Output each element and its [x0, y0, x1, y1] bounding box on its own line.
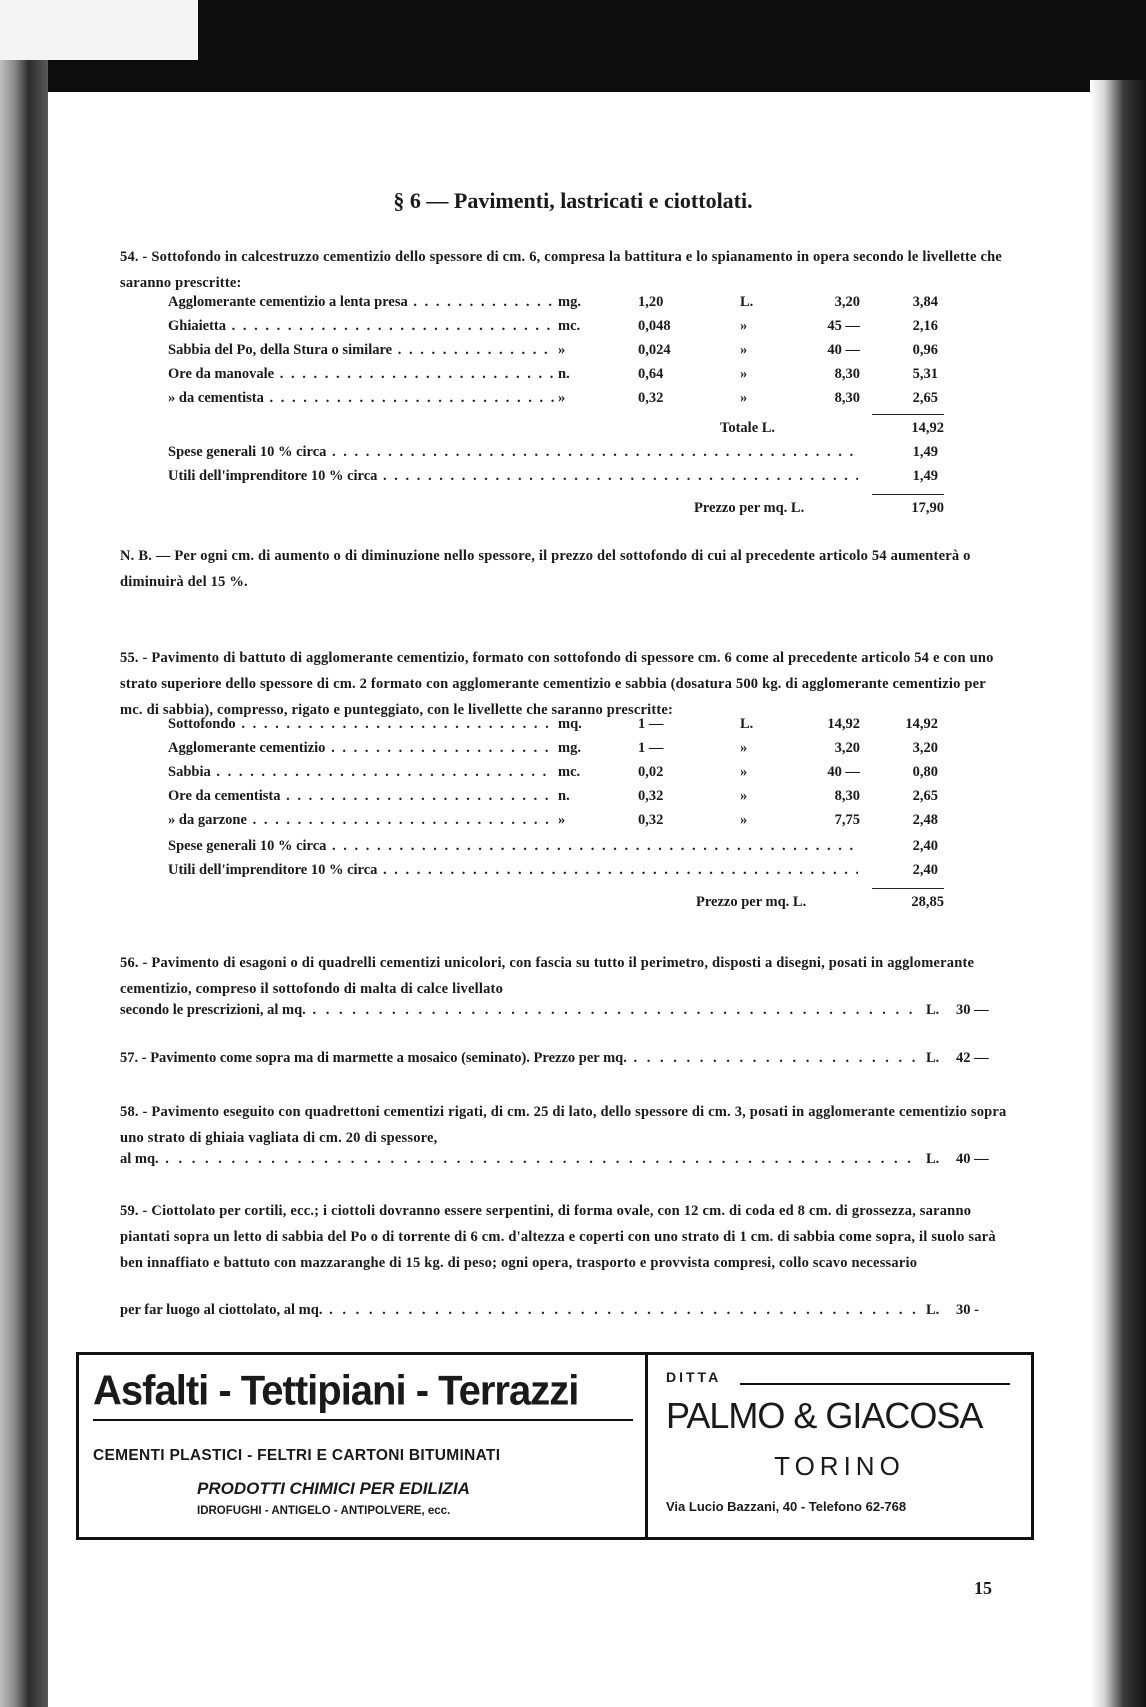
- ad-right-panel: [648, 1355, 1031, 1537]
- row-desc: Ore da manovale . . .: [168, 366, 554, 383]
- row-currency: »: [740, 788, 748, 804]
- row-qty: 0,02: [638, 764, 664, 780]
- row-qty: 0,048: [638, 318, 671, 334]
- row-qty: 0,64: [638, 366, 664, 382]
- art54-spese: [168, 444, 1010, 468]
- row-price: 8,30: [834, 390, 860, 406]
- row-total: 3,20: [912, 740, 938, 756]
- row-total: 2,65: [912, 788, 938, 804]
- row-qty: 1,20: [638, 294, 664, 310]
- row-unit: mc.: [558, 764, 581, 780]
- ad-left-panel: [79, 1355, 648, 1537]
- row-unit: n.: [558, 788, 570, 804]
- art55-prezzo: [696, 894, 944, 918]
- art59-price-line: [120, 1302, 1010, 1328]
- row-currency: »: [740, 318, 748, 334]
- row-unit: »: [558, 390, 566, 406]
- row-desc: Sabbia . . .: [168, 764, 554, 781]
- row-currency: »: [740, 366, 748, 382]
- utili-value: 1,49: [912, 468, 938, 484]
- art58-last-line: al mq. . . .: [120, 1151, 920, 1168]
- prezzo-value: 28,85: [911, 894, 944, 910]
- row-price: 45 —: [827, 318, 860, 334]
- row-total: 14,92: [905, 716, 938, 732]
- subtotal-rule: [872, 414, 944, 415]
- prezzo-value: 17,90: [911, 500, 944, 516]
- row-qty: 1 —: [638, 740, 664, 756]
- spese-label: Spese generali 10 % circa . . .: [168, 444, 858, 461]
- art54-text: 54. - Sottofondo in calcestruzzo cementizio dello spessore di cm. 6, compresa la battitura e lo spianamento in opera secondo le livellette che saranno prescritte:: [120, 249, 1003, 291]
- row-unit: mq.: [558, 716, 582, 732]
- art54-row: [168, 294, 1010, 318]
- row-price: 8,30: [834, 366, 860, 382]
- spese-label: Spese generali 10 % circa . . .: [168, 838, 858, 855]
- advertisement: [76, 1352, 1034, 1540]
- row-currency: »: [740, 390, 748, 406]
- row-desc: » da garzone . . .: [168, 812, 554, 829]
- row-currency: »: [740, 342, 748, 358]
- art57-amount: 42 —: [956, 1050, 989, 1066]
- row-price: 3,20: [834, 740, 860, 756]
- art58-text: 58. - Pavimento eseguito con quadrettoni cementizi rigati, di cm. 25 di lato, dello spessore di cm. 3, posati in agglomerante cementizio sopra uno strato di ghiaia vagliata di cm. 20 di spessore,: [120, 1104, 1007, 1146]
- row-unit: »: [558, 812, 566, 828]
- row-desc: Agglomerante cementizio a lenta presa . . .: [168, 294, 554, 311]
- row-total: 5,31: [912, 366, 938, 382]
- totale-label: Totale L.: [720, 420, 776, 436]
- row-desc: Ore da cementista . . .: [168, 788, 554, 805]
- row-unit: mg.: [558, 740, 581, 756]
- art59-text: 59. - Ciottolato per cortili, ecc.; i ciottoli dovranno essere serpentini, di forma ovale, con 12 cm. di coda ed 8 cm. di grossezza, saranno piantati sopra un letto di sabbia del Po o di torrente di 6 cm. d'altezza e coperti con uno strato di 1 cm. di sabbia come sopra, il suolo sarà ben innaffiato e battuto con mazzaranghe di 15 kg. di peso; ogni opera, trasporto e provvista compresi, collo scavo necessario: [120, 1203, 996, 1271]
- row-total: 2,16: [912, 318, 938, 334]
- art54-totale: [720, 420, 944, 444]
- row-currency: »: [740, 812, 748, 828]
- spese-value: 2,40: [912, 838, 938, 854]
- art57-currency: L.: [926, 1050, 940, 1066]
- ad-ditta-label: DITTA: [666, 1369, 722, 1385]
- art55-row: [168, 788, 1010, 812]
- ad-products: CEMENTI PLASTICI - FELTRI E CARTONI BITUMINATI: [93, 1447, 501, 1464]
- ad-chemicals-list: IDROFUGHI - ANTIGELO - ANTIPOLVERE, ecc.: [197, 1505, 451, 1517]
- art57-price-line: [120, 1050, 1010, 1076]
- row-desc: Sottofondo . . .: [168, 716, 554, 733]
- row-qty: 0,32: [638, 812, 664, 828]
- art55-spese: [168, 838, 1010, 862]
- row-qty: 0,32: [638, 788, 664, 804]
- art55-utili: [168, 862, 1010, 886]
- art55-row: [168, 764, 1010, 788]
- row-unit: mc.: [558, 318, 581, 334]
- ad-firm-name: PALMO & GIACOSA: [666, 1395, 983, 1436]
- row-desc: Ghiaietta . . .: [168, 318, 554, 335]
- art54-row: [168, 318, 1010, 342]
- row-unit: »: [558, 342, 566, 358]
- row-desc: Sabbia del Po, della Stura o similare . . .: [168, 342, 554, 359]
- prezzo-label: Prezzo per mq. L.: [696, 894, 807, 910]
- row-qty: 1 —: [638, 716, 664, 732]
- ad-city: TORINO: [774, 1451, 905, 1481]
- art55-row: [168, 740, 1010, 764]
- art58-amount: 40 —: [956, 1151, 989, 1167]
- art56-currency: L.: [926, 1002, 940, 1018]
- row-unit: n.: [558, 366, 570, 382]
- row-currency: L.: [740, 716, 754, 732]
- row-currency: L.: [740, 294, 754, 310]
- row-total: 2,48: [912, 812, 938, 828]
- utili-label: Utili dell'imprenditore 10 % circa . . .: [168, 468, 858, 485]
- art57-text: 57. - Pavimento come sopra ma di marmette a mosaico (seminato). Prezzo per mq. . . .: [120, 1050, 920, 1067]
- art56-price-line: [120, 1002, 1010, 1028]
- art58-price-line: [120, 1151, 1010, 1177]
- scan-border-right: [1090, 80, 1146, 1707]
- page-number: 15: [974, 1578, 992, 1598]
- row-currency: »: [740, 740, 748, 756]
- art55-row: [168, 716, 1010, 740]
- row-price: 8,30: [834, 788, 860, 804]
- art56-last-line: secondo le prescrizioni, al mq. . . .: [120, 1002, 920, 1019]
- art54-utili: [168, 468, 1010, 492]
- utili-value: 2,40: [912, 862, 938, 878]
- row-currency: »: [740, 764, 748, 780]
- row-unit: mg.: [558, 294, 581, 310]
- art58-currency: L.: [926, 1151, 940, 1167]
- row-qty: 0,024: [638, 342, 671, 358]
- scan-notch: [0, 0, 198, 60]
- row-price: 14,92: [827, 716, 860, 732]
- art54-row: [168, 366, 1010, 390]
- spese-value: 1,49: [912, 444, 938, 460]
- art59-amount: 30 -: [956, 1302, 979, 1318]
- row-price: 7,75: [834, 812, 860, 828]
- art59-currency: L.: [926, 1302, 940, 1318]
- ad-chemicals: PRODOTTI CHIMICI PER EDILIZIA: [197, 1479, 470, 1498]
- scan-border-left: [0, 60, 48, 1707]
- totale-value: 14,92: [911, 420, 944, 436]
- row-price: 40 —: [827, 764, 860, 780]
- row-total: 0,80: [912, 764, 938, 780]
- row-total: 3,84: [912, 294, 938, 310]
- art56-amount: 30 —: [956, 1002, 989, 1018]
- ad-brand: Asfalti - Tettipiani - Terrazzi: [93, 1367, 579, 1415]
- ad-address: Via Lucio Bazzani, 40 - Telefono 62-768: [666, 1499, 907, 1514]
- prezzo-label: Prezzo per mq. L.: [694, 500, 805, 516]
- row-price: 40 —: [827, 342, 860, 358]
- art54-prezzo: [694, 500, 944, 524]
- nb-note: N. B. — Per ogni cm. di aumento o di diminuzione nello spessore, il prezzo del sottofondo di cui al precedente articolo 54 aumenterà o diminuirà del 15 %.: [120, 548, 971, 590]
- row-desc: » da cementista . . .: [168, 390, 554, 407]
- row-total: 2,65: [912, 390, 938, 406]
- art54-row: [168, 390, 1010, 414]
- art59-last-line: per far luogo al ciottolato, al mq. . . .: [120, 1302, 920, 1319]
- price-rule: [872, 888, 944, 889]
- art55-text: 55. - Pavimento di battuto di agglomerante cementizio, formato con sottofondo di spessore cm. 6 come al precedente articolo 54 e con uno strato superiore dello spessore di cm. 2 formato con agglomerante cementizio e sabbia (dosatura 500 kg. di agglomerante cementizio per mc. di sabbia), compresso, rigato e punteggiato, con le livellette che saranno prescritte:: [120, 650, 994, 718]
- art56-text: 56. - Pavimento di esagoni o di quadrelli cementizi unicolori, con fascia su tutto il perimetro, disposti a disegni, posati in agglomerante cementizio, compreso il sottofondo di malta di calce livellato: [120, 955, 975, 997]
- price-rule: [872, 494, 944, 495]
- art55-row: [168, 812, 1010, 836]
- row-desc: Agglomerante cementizio . . .: [168, 740, 554, 757]
- section-title: § 6 — Pavimenti, lastricati e ciottolati.: [393, 188, 753, 213]
- row-qty: 0,32: [638, 390, 664, 406]
- ad-ditta-rule: [740, 1383, 1010, 1385]
- art54-row: [168, 342, 1010, 366]
- row-total: 0,96: [912, 342, 938, 358]
- utili-label: Utili dell'imprenditore 10 % circa . . .: [168, 862, 858, 879]
- row-price: 3,20: [834, 294, 860, 310]
- ad-brand-underline: [93, 1419, 633, 1421]
